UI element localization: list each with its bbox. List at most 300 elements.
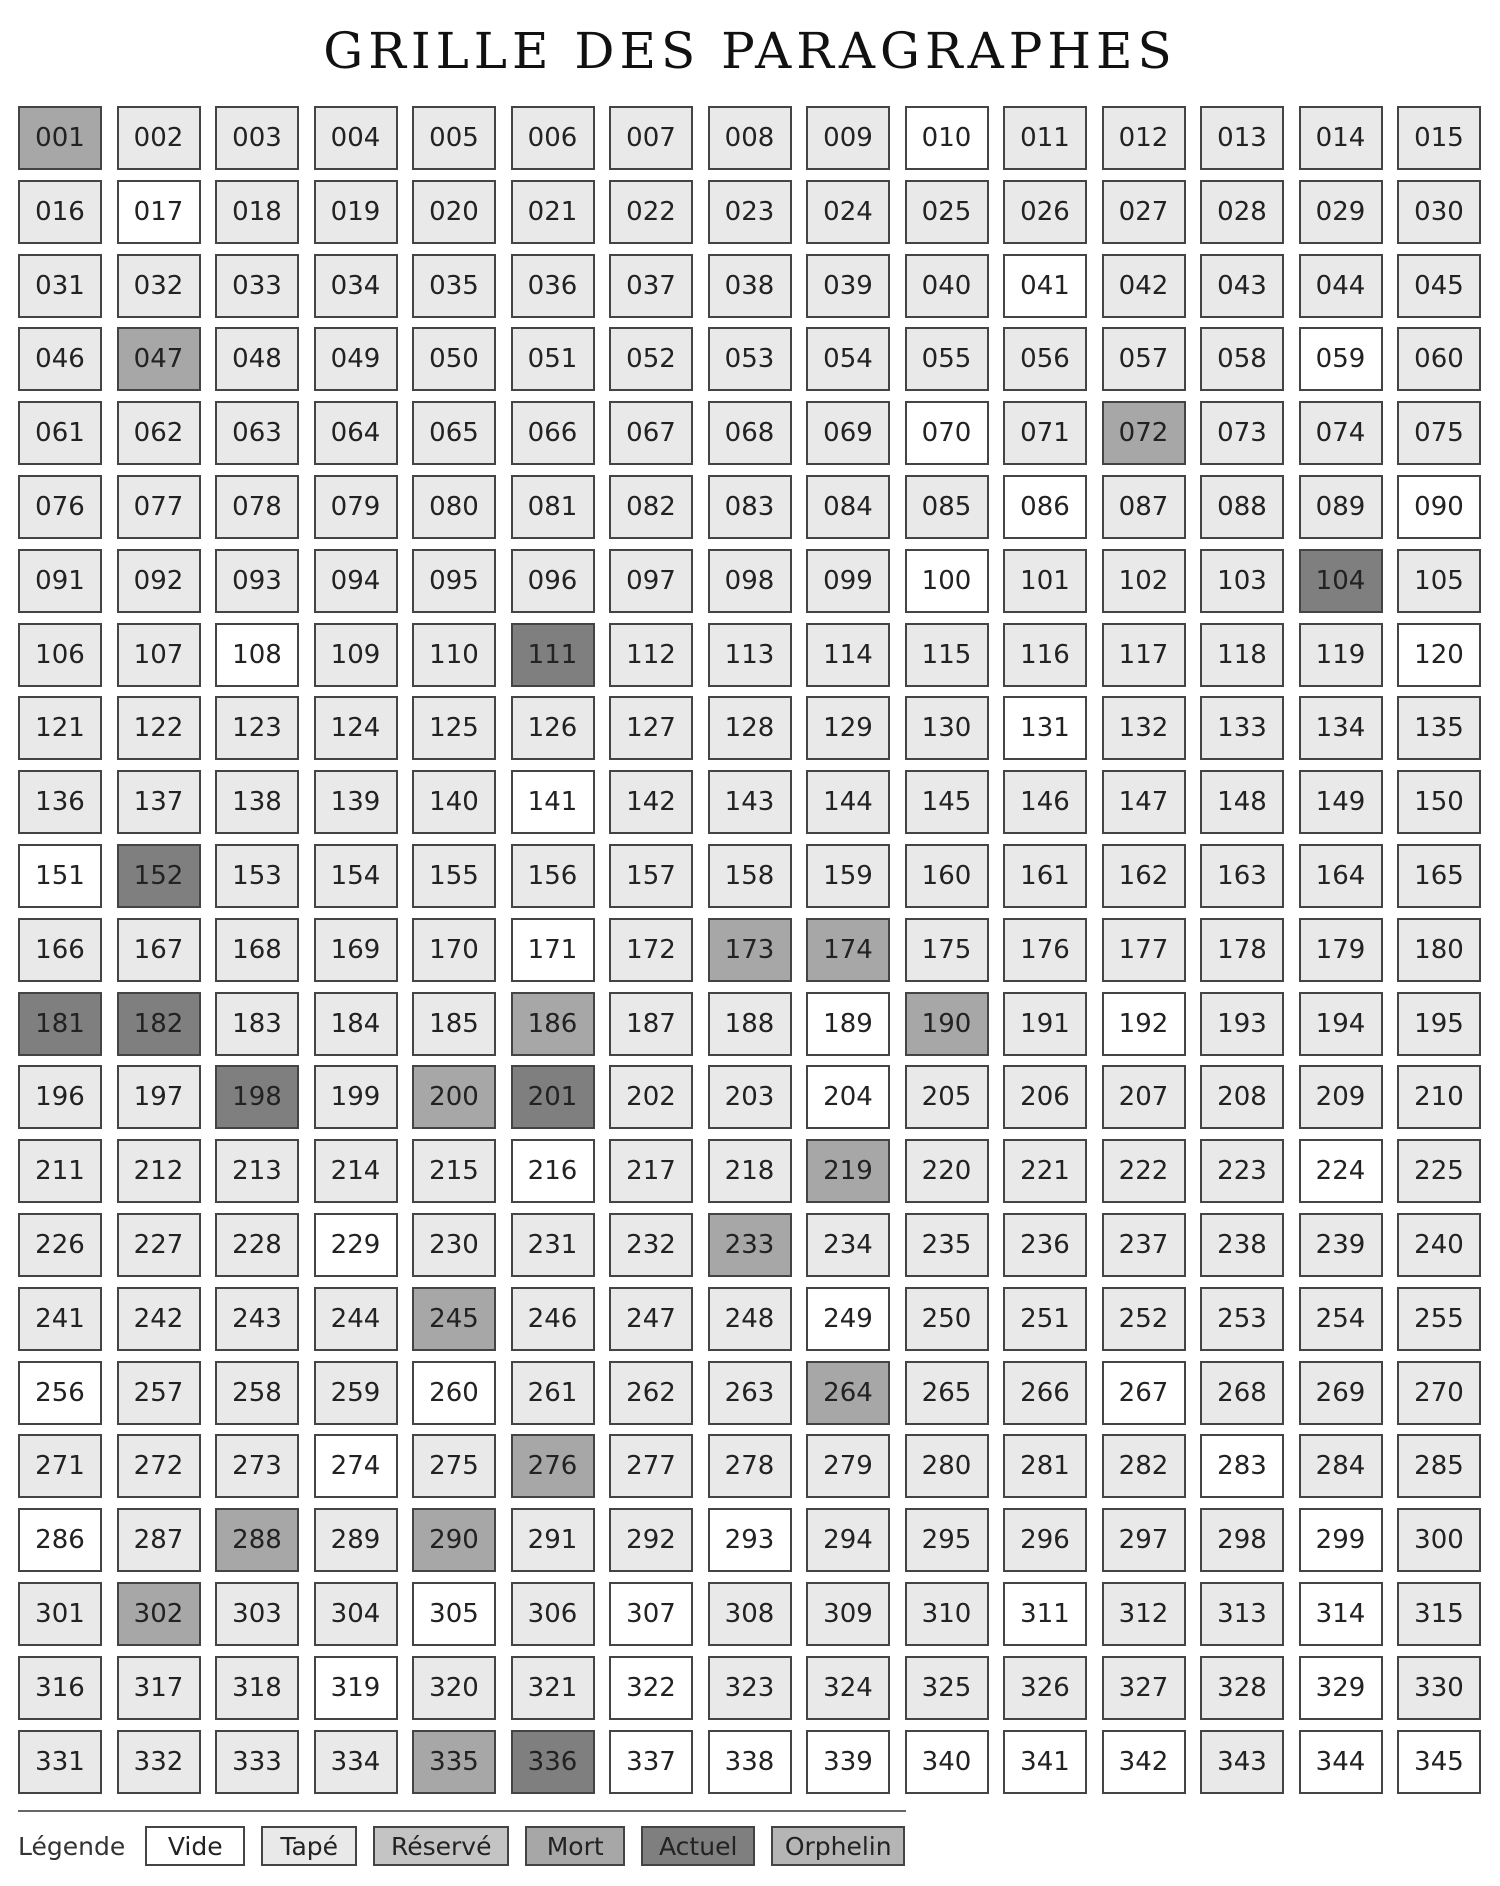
paragraph-cell[interactable]: 080 <box>412 475 496 539</box>
paragraph-cell[interactable]: 211 <box>18 1139 102 1203</box>
paragraph-cell[interactable]: 181 <box>18 992 102 1056</box>
paragraph-cell[interactable]: 214 <box>314 1139 398 1203</box>
paragraph-cell[interactable]: 328 <box>1200 1656 1284 1720</box>
paragraph-cell[interactable]: 152 <box>117 844 201 908</box>
paragraph-cell[interactable]: 244 <box>314 1287 398 1351</box>
paragraph-cell[interactable]: 261 <box>511 1361 595 1425</box>
paragraph-cell[interactable]: 295 <box>905 1508 989 1572</box>
paragraph-cell[interactable]: 114 <box>806 623 890 687</box>
paragraph-cell[interactable]: 301 <box>18 1582 102 1646</box>
paragraph-cell[interactable]: 298 <box>1200 1508 1284 1572</box>
paragraph-cell[interactable]: 115 <box>905 623 989 687</box>
paragraph-cell[interactable]: 110 <box>412 623 496 687</box>
paragraph-cell[interactable]: 163 <box>1200 844 1284 908</box>
paragraph-cell[interactable]: 338 <box>708 1730 792 1794</box>
paragraph-cell[interactable]: 074 <box>1299 401 1383 465</box>
paragraph-cell[interactable]: 240 <box>1397 1213 1481 1277</box>
paragraph-cell[interactable]: 130 <box>905 696 989 760</box>
paragraph-cell[interactable]: 159 <box>806 844 890 908</box>
paragraph-cell[interactable]: 343 <box>1200 1730 1284 1794</box>
paragraph-cell[interactable]: 011 <box>1003 106 1087 170</box>
paragraph-cell[interactable]: 151 <box>18 844 102 908</box>
paragraph-cell[interactable]: 126 <box>511 696 595 760</box>
paragraph-cell[interactable]: 038 <box>708 254 792 318</box>
paragraph-cell[interactable]: 103 <box>1200 549 1284 613</box>
paragraph-cell[interactable]: 238 <box>1200 1213 1284 1277</box>
paragraph-cell[interactable]: 289 <box>314 1508 398 1572</box>
paragraph-cell[interactable]: 247 <box>609 1287 693 1351</box>
paragraph-cell[interactable]: 302 <box>117 1582 201 1646</box>
paragraph-cell[interactable]: 274 <box>314 1434 398 1498</box>
paragraph-cell[interactable]: 092 <box>117 549 201 613</box>
paragraph-cell[interactable]: 194 <box>1299 992 1383 1056</box>
paragraph-cell[interactable]: 260 <box>412 1361 496 1425</box>
paragraph-cell[interactable]: 166 <box>18 918 102 982</box>
paragraph-cell[interactable]: 216 <box>511 1139 595 1203</box>
paragraph-cell[interactable]: 131 <box>1003 696 1087 760</box>
paragraph-cell[interactable]: 287 <box>117 1508 201 1572</box>
paragraph-cell[interactable]: 180 <box>1397 918 1481 982</box>
paragraph-cell[interactable]: 299 <box>1299 1508 1383 1572</box>
paragraph-cell[interactable]: 183 <box>215 992 299 1056</box>
paragraph-cell[interactable]: 297 <box>1102 1508 1186 1572</box>
paragraph-cell[interactable]: 210 <box>1397 1065 1481 1129</box>
paragraph-cell[interactable]: 083 <box>708 475 792 539</box>
paragraph-cell[interactable]: 084 <box>806 475 890 539</box>
paragraph-cell[interactable]: 273 <box>215 1434 299 1498</box>
paragraph-cell[interactable]: 262 <box>609 1361 693 1425</box>
paragraph-cell[interactable]: 089 <box>1299 475 1383 539</box>
paragraph-cell[interactable]: 345 <box>1397 1730 1481 1794</box>
paragraph-cell[interactable]: 035 <box>412 254 496 318</box>
paragraph-cell[interactable]: 256 <box>18 1361 102 1425</box>
paragraph-cell[interactable]: 209 <box>1299 1065 1383 1129</box>
paragraph-cell[interactable]: 058 <box>1200 327 1284 391</box>
paragraph-cell[interactable]: 068 <box>708 401 792 465</box>
paragraph-cell[interactable]: 154 <box>314 844 398 908</box>
paragraph-cell[interactable]: 270 <box>1397 1361 1481 1425</box>
paragraph-cell[interactable]: 243 <box>215 1287 299 1351</box>
paragraph-cell[interactable]: 077 <box>117 475 201 539</box>
paragraph-cell[interactable]: 091 <box>18 549 102 613</box>
paragraph-cell[interactable]: 015 <box>1397 106 1481 170</box>
paragraph-cell[interactable]: 030 <box>1397 180 1481 244</box>
paragraph-cell[interactable]: 007 <box>609 106 693 170</box>
paragraph-cell[interactable]: 213 <box>215 1139 299 1203</box>
paragraph-cell[interactable]: 202 <box>609 1065 693 1129</box>
paragraph-cell[interactable]: 119 <box>1299 623 1383 687</box>
paragraph-cell[interactable]: 285 <box>1397 1434 1481 1498</box>
paragraph-cell[interactable]: 185 <box>412 992 496 1056</box>
paragraph-cell[interactable]: 272 <box>117 1434 201 1498</box>
paragraph-cell[interactable]: 142 <box>609 770 693 834</box>
paragraph-cell[interactable]: 208 <box>1200 1065 1284 1129</box>
paragraph-cell[interactable]: 207 <box>1102 1065 1186 1129</box>
paragraph-cell[interactable]: 319 <box>314 1656 398 1720</box>
paragraph-cell[interactable]: 010 <box>905 106 989 170</box>
paragraph-cell[interactable]: 027 <box>1102 180 1186 244</box>
paragraph-cell[interactable]: 003 <box>215 106 299 170</box>
paragraph-cell[interactable]: 344 <box>1299 1730 1383 1794</box>
paragraph-cell[interactable]: 075 <box>1397 401 1481 465</box>
paragraph-cell[interactable]: 125 <box>412 696 496 760</box>
paragraph-cell[interactable]: 220 <box>905 1139 989 1203</box>
paragraph-cell[interactable]: 145 <box>905 770 989 834</box>
paragraph-cell[interactable]: 025 <box>905 180 989 244</box>
paragraph-cell[interactable]: 107 <box>117 623 201 687</box>
paragraph-cell[interactable]: 082 <box>609 475 693 539</box>
paragraph-cell[interactable]: 326 <box>1003 1656 1087 1720</box>
paragraph-cell[interactable]: 316 <box>18 1656 102 1720</box>
paragraph-cell[interactable]: 236 <box>1003 1213 1087 1277</box>
paragraph-cell[interactable]: 341 <box>1003 1730 1087 1794</box>
paragraph-cell[interactable]: 266 <box>1003 1361 1087 1425</box>
paragraph-cell[interactable]: 231 <box>511 1213 595 1277</box>
paragraph-cell[interactable]: 311 <box>1003 1582 1087 1646</box>
paragraph-cell[interactable]: 026 <box>1003 180 1087 244</box>
paragraph-cell[interactable]: 255 <box>1397 1287 1481 1351</box>
paragraph-cell[interactable]: 047 <box>117 327 201 391</box>
paragraph-cell[interactable]: 157 <box>609 844 693 908</box>
paragraph-cell[interactable]: 158 <box>708 844 792 908</box>
paragraph-cell[interactable]: 322 <box>609 1656 693 1720</box>
paragraph-cell[interactable]: 303 <box>215 1582 299 1646</box>
paragraph-cell[interactable]: 071 <box>1003 401 1087 465</box>
paragraph-cell[interactable]: 066 <box>511 401 595 465</box>
paragraph-cell[interactable]: 156 <box>511 844 595 908</box>
paragraph-cell[interactable]: 024 <box>806 180 890 244</box>
paragraph-cell[interactable]: 264 <box>806 1361 890 1425</box>
paragraph-cell[interactable]: 037 <box>609 254 693 318</box>
paragraph-cell[interactable]: 032 <box>117 254 201 318</box>
paragraph-cell[interactable]: 284 <box>1299 1434 1383 1498</box>
paragraph-cell[interactable]: 122 <box>117 696 201 760</box>
paragraph-cell[interactable]: 016 <box>18 180 102 244</box>
paragraph-cell[interactable]: 065 <box>412 401 496 465</box>
paragraph-cell[interactable]: 222 <box>1102 1139 1186 1203</box>
paragraph-cell[interactable]: 148 <box>1200 770 1284 834</box>
paragraph-cell[interactable]: 028 <box>1200 180 1284 244</box>
paragraph-cell[interactable]: 095 <box>412 549 496 613</box>
paragraph-cell[interactable]: 249 <box>806 1287 890 1351</box>
paragraph-cell[interactable]: 121 <box>18 696 102 760</box>
paragraph-cell[interactable]: 059 <box>1299 327 1383 391</box>
paragraph-cell[interactable]: 138 <box>215 770 299 834</box>
paragraph-cell[interactable]: 044 <box>1299 254 1383 318</box>
paragraph-cell[interactable]: 307 <box>609 1582 693 1646</box>
paragraph-cell[interactable]: 246 <box>511 1287 595 1351</box>
paragraph-cell[interactable]: 318 <box>215 1656 299 1720</box>
paragraph-cell[interactable]: 063 <box>215 401 299 465</box>
paragraph-cell[interactable]: 141 <box>511 770 595 834</box>
paragraph-cell[interactable]: 223 <box>1200 1139 1284 1203</box>
paragraph-cell[interactable]: 277 <box>609 1434 693 1498</box>
paragraph-cell[interactable]: 290 <box>412 1508 496 1572</box>
paragraph-cell[interactable]: 118 <box>1200 623 1284 687</box>
paragraph-cell[interactable]: 177 <box>1102 918 1186 982</box>
paragraph-cell[interactable]: 104 <box>1299 549 1383 613</box>
paragraph-cell[interactable]: 049 <box>314 327 398 391</box>
paragraph-cell[interactable]: 330 <box>1397 1656 1481 1720</box>
paragraph-cell[interactable]: 283 <box>1200 1434 1284 1498</box>
paragraph-cell[interactable]: 215 <box>412 1139 496 1203</box>
paragraph-cell[interactable]: 053 <box>708 327 792 391</box>
paragraph-cell[interactable]: 294 <box>806 1508 890 1572</box>
paragraph-cell[interactable]: 217 <box>609 1139 693 1203</box>
paragraph-cell[interactable]: 061 <box>18 401 102 465</box>
paragraph-cell[interactable]: 106 <box>18 623 102 687</box>
paragraph-cell[interactable]: 276 <box>511 1434 595 1498</box>
paragraph-cell[interactable]: 054 <box>806 327 890 391</box>
paragraph-cell[interactable]: 184 <box>314 992 398 1056</box>
paragraph-cell[interactable]: 046 <box>18 327 102 391</box>
paragraph-cell[interactable]: 205 <box>905 1065 989 1129</box>
paragraph-cell[interactable]: 069 <box>806 401 890 465</box>
paragraph-cell[interactable]: 304 <box>314 1582 398 1646</box>
paragraph-cell[interactable]: 067 <box>609 401 693 465</box>
paragraph-cell[interactable]: 176 <box>1003 918 1087 982</box>
paragraph-cell[interactable]: 308 <box>708 1582 792 1646</box>
paragraph-cell[interactable]: 259 <box>314 1361 398 1425</box>
paragraph-cell[interactable]: 153 <box>215 844 299 908</box>
paragraph-cell[interactable]: 253 <box>1200 1287 1284 1351</box>
paragraph-cell[interactable]: 076 <box>18 475 102 539</box>
paragraph-cell[interactable]: 178 <box>1200 918 1284 982</box>
paragraph-cell[interactable]: 147 <box>1102 770 1186 834</box>
paragraph-cell[interactable]: 199 <box>314 1065 398 1129</box>
paragraph-cell[interactable]: 021 <box>511 180 595 244</box>
paragraph-cell[interactable]: 096 <box>511 549 595 613</box>
paragraph-cell[interactable]: 335 <box>412 1730 496 1794</box>
paragraph-cell[interactable]: 252 <box>1102 1287 1186 1351</box>
paragraph-cell[interactable]: 004 <box>314 106 398 170</box>
paragraph-cell[interactable]: 321 <box>511 1656 595 1720</box>
paragraph-cell[interactable]: 251 <box>1003 1287 1087 1351</box>
paragraph-cell[interactable]: 291 <box>511 1508 595 1572</box>
paragraph-cell[interactable]: 245 <box>412 1287 496 1351</box>
paragraph-cell[interactable]: 018 <box>215 180 299 244</box>
paragraph-cell[interactable]: 342 <box>1102 1730 1186 1794</box>
paragraph-cell[interactable]: 337 <box>609 1730 693 1794</box>
paragraph-cell[interactable]: 305 <box>412 1582 496 1646</box>
paragraph-cell[interactable]: 164 <box>1299 844 1383 908</box>
paragraph-cell[interactable]: 248 <box>708 1287 792 1351</box>
paragraph-cell[interactable]: 023 <box>708 180 792 244</box>
paragraph-cell[interactable]: 161 <box>1003 844 1087 908</box>
paragraph-cell[interactable]: 101 <box>1003 549 1087 613</box>
paragraph-cell[interactable]: 140 <box>412 770 496 834</box>
paragraph-cell[interactable]: 094 <box>314 549 398 613</box>
paragraph-cell[interactable]: 258 <box>215 1361 299 1425</box>
paragraph-cell[interactable]: 001 <box>18 106 102 170</box>
paragraph-cell[interactable]: 292 <box>609 1508 693 1572</box>
paragraph-cell[interactable]: 314 <box>1299 1582 1383 1646</box>
paragraph-cell[interactable]: 175 <box>905 918 989 982</box>
paragraph-cell[interactable]: 269 <box>1299 1361 1383 1425</box>
paragraph-cell[interactable]: 212 <box>117 1139 201 1203</box>
paragraph-cell[interactable]: 128 <box>708 696 792 760</box>
paragraph-cell[interactable]: 022 <box>609 180 693 244</box>
paragraph-cell[interactable]: 134 <box>1299 696 1383 760</box>
paragraph-cell[interactable]: 136 <box>18 770 102 834</box>
paragraph-cell[interactable]: 242 <box>117 1287 201 1351</box>
paragraph-cell[interactable]: 225 <box>1397 1139 1481 1203</box>
paragraph-cell[interactable]: 204 <box>806 1065 890 1129</box>
paragraph-cell[interactable]: 333 <box>215 1730 299 1794</box>
paragraph-cell[interactable]: 310 <box>905 1582 989 1646</box>
paragraph-cell[interactable]: 315 <box>1397 1582 1481 1646</box>
paragraph-cell[interactable]: 170 <box>412 918 496 982</box>
paragraph-cell[interactable]: 196 <box>18 1065 102 1129</box>
paragraph-cell[interactable]: 187 <box>609 992 693 1056</box>
paragraph-cell[interactable]: 221 <box>1003 1139 1087 1203</box>
paragraph-cell[interactable]: 048 <box>215 327 299 391</box>
paragraph-cell[interactable]: 268 <box>1200 1361 1284 1425</box>
paragraph-cell[interactable]: 012 <box>1102 106 1186 170</box>
paragraph-cell[interactable]: 165 <box>1397 844 1481 908</box>
paragraph-cell[interactable]: 020 <box>412 180 496 244</box>
paragraph-cell[interactable]: 323 <box>708 1656 792 1720</box>
paragraph-cell[interactable]: 173 <box>708 918 792 982</box>
paragraph-cell[interactable]: 281 <box>1003 1434 1087 1498</box>
paragraph-cell[interactable]: 296 <box>1003 1508 1087 1572</box>
paragraph-cell[interactable]: 055 <box>905 327 989 391</box>
paragraph-cell[interactable]: 300 <box>1397 1508 1481 1572</box>
paragraph-cell[interactable]: 182 <box>117 992 201 1056</box>
paragraph-cell[interactable]: 098 <box>708 549 792 613</box>
paragraph-cell[interactable]: 282 <box>1102 1434 1186 1498</box>
paragraph-cell[interactable]: 042 <box>1102 254 1186 318</box>
paragraph-cell[interactable]: 320 <box>412 1656 496 1720</box>
paragraph-cell[interactable]: 144 <box>806 770 890 834</box>
paragraph-cell[interactable]: 286 <box>18 1508 102 1572</box>
paragraph-cell[interactable]: 263 <box>708 1361 792 1425</box>
paragraph-cell[interactable]: 200 <box>412 1065 496 1129</box>
paragraph-cell[interactable]: 113 <box>708 623 792 687</box>
paragraph-cell[interactable]: 129 <box>806 696 890 760</box>
paragraph-cell[interactable]: 111 <box>511 623 595 687</box>
paragraph-cell[interactable]: 229 <box>314 1213 398 1277</box>
paragraph-cell[interactable]: 275 <box>412 1434 496 1498</box>
paragraph-cell[interactable]: 072 <box>1102 401 1186 465</box>
paragraph-cell[interactable]: 336 <box>511 1730 595 1794</box>
paragraph-cell[interactable]: 232 <box>609 1213 693 1277</box>
paragraph-cell[interactable]: 149 <box>1299 770 1383 834</box>
paragraph-cell[interactable]: 033 <box>215 254 299 318</box>
paragraph-cell[interactable]: 108 <box>215 623 299 687</box>
paragraph-cell[interactable]: 031 <box>18 254 102 318</box>
paragraph-cell[interactable]: 087 <box>1102 475 1186 539</box>
paragraph-cell[interactable]: 060 <box>1397 327 1481 391</box>
paragraph-cell[interactable]: 133 <box>1200 696 1284 760</box>
paragraph-cell[interactable]: 227 <box>117 1213 201 1277</box>
paragraph-cell[interactable]: 013 <box>1200 106 1284 170</box>
paragraph-cell[interactable]: 171 <box>511 918 595 982</box>
paragraph-cell[interactable]: 008 <box>708 106 792 170</box>
paragraph-cell[interactable]: 143 <box>708 770 792 834</box>
paragraph-cell[interactable]: 085 <box>905 475 989 539</box>
paragraph-cell[interactable]: 329 <box>1299 1656 1383 1720</box>
paragraph-cell[interactable]: 043 <box>1200 254 1284 318</box>
paragraph-cell[interactable]: 034 <box>314 254 398 318</box>
paragraph-cell[interactable]: 132 <box>1102 696 1186 760</box>
paragraph-cell[interactable]: 235 <box>905 1213 989 1277</box>
paragraph-cell[interactable]: 062 <box>117 401 201 465</box>
paragraph-cell[interactable]: 070 <box>905 401 989 465</box>
paragraph-cell[interactable]: 219 <box>806 1139 890 1203</box>
paragraph-cell[interactable]: 203 <box>708 1065 792 1129</box>
paragraph-cell[interactable]: 206 <box>1003 1065 1087 1129</box>
paragraph-cell[interactable]: 112 <box>609 623 693 687</box>
paragraph-cell[interactable]: 078 <box>215 475 299 539</box>
paragraph-cell[interactable]: 186 <box>511 992 595 1056</box>
paragraph-cell[interactable]: 332 <box>117 1730 201 1794</box>
paragraph-cell[interactable]: 039 <box>806 254 890 318</box>
paragraph-cell[interactable]: 228 <box>215 1213 299 1277</box>
paragraph-cell[interactable]: 279 <box>806 1434 890 1498</box>
paragraph-cell[interactable]: 090 <box>1397 475 1481 539</box>
paragraph-cell[interactable]: 250 <box>905 1287 989 1351</box>
paragraph-cell[interactable]: 100 <box>905 549 989 613</box>
paragraph-cell[interactable]: 073 <box>1200 401 1284 465</box>
paragraph-cell[interactable]: 135 <box>1397 696 1481 760</box>
paragraph-cell[interactable]: 327 <box>1102 1656 1186 1720</box>
paragraph-cell[interactable]: 127 <box>609 696 693 760</box>
paragraph-cell[interactable]: 036 <box>511 254 595 318</box>
paragraph-cell[interactable]: 230 <box>412 1213 496 1277</box>
paragraph-cell[interactable]: 189 <box>806 992 890 1056</box>
paragraph-cell[interactable]: 339 <box>806 1730 890 1794</box>
paragraph-cell[interactable]: 239 <box>1299 1213 1383 1277</box>
paragraph-cell[interactable]: 167 <box>117 918 201 982</box>
paragraph-cell[interactable]: 288 <box>215 1508 299 1572</box>
paragraph-cell[interactable]: 088 <box>1200 475 1284 539</box>
paragraph-cell[interactable]: 233 <box>708 1213 792 1277</box>
paragraph-cell[interactable]: 254 <box>1299 1287 1383 1351</box>
paragraph-cell[interactable]: 160 <box>905 844 989 908</box>
paragraph-cell[interactable]: 237 <box>1102 1213 1186 1277</box>
paragraph-cell[interactable]: 057 <box>1102 327 1186 391</box>
paragraph-cell[interactable]: 174 <box>806 918 890 982</box>
paragraph-cell[interactable]: 309 <box>806 1582 890 1646</box>
paragraph-cell[interactable]: 195 <box>1397 992 1481 1056</box>
paragraph-cell[interactable]: 093 <box>215 549 299 613</box>
paragraph-cell[interactable]: 137 <box>117 770 201 834</box>
paragraph-cell[interactable]: 097 <box>609 549 693 613</box>
paragraph-cell[interactable]: 079 <box>314 475 398 539</box>
paragraph-cell[interactable]: 064 <box>314 401 398 465</box>
paragraph-cell[interactable]: 267 <box>1102 1361 1186 1425</box>
paragraph-cell[interactable]: 241 <box>18 1287 102 1351</box>
paragraph-cell[interactable]: 124 <box>314 696 398 760</box>
paragraph-cell[interactable]: 168 <box>215 918 299 982</box>
paragraph-cell[interactable]: 014 <box>1299 106 1383 170</box>
paragraph-cell[interactable]: 051 <box>511 327 595 391</box>
paragraph-cell[interactable]: 234 <box>806 1213 890 1277</box>
paragraph-cell[interactable]: 009 <box>806 106 890 170</box>
paragraph-cell[interactable]: 117 <box>1102 623 1186 687</box>
paragraph-cell[interactable]: 050 <box>412 327 496 391</box>
paragraph-cell[interactable]: 340 <box>905 1730 989 1794</box>
paragraph-cell[interactable]: 169 <box>314 918 398 982</box>
paragraph-cell[interactable]: 029 <box>1299 180 1383 244</box>
paragraph-cell[interactable]: 017 <box>117 180 201 244</box>
paragraph-cell[interactable]: 218 <box>708 1139 792 1203</box>
paragraph-cell[interactable]: 102 <box>1102 549 1186 613</box>
paragraph-cell[interactable]: 123 <box>215 696 299 760</box>
paragraph-cell[interactable]: 172 <box>609 918 693 982</box>
paragraph-cell[interactable]: 192 <box>1102 992 1186 1056</box>
